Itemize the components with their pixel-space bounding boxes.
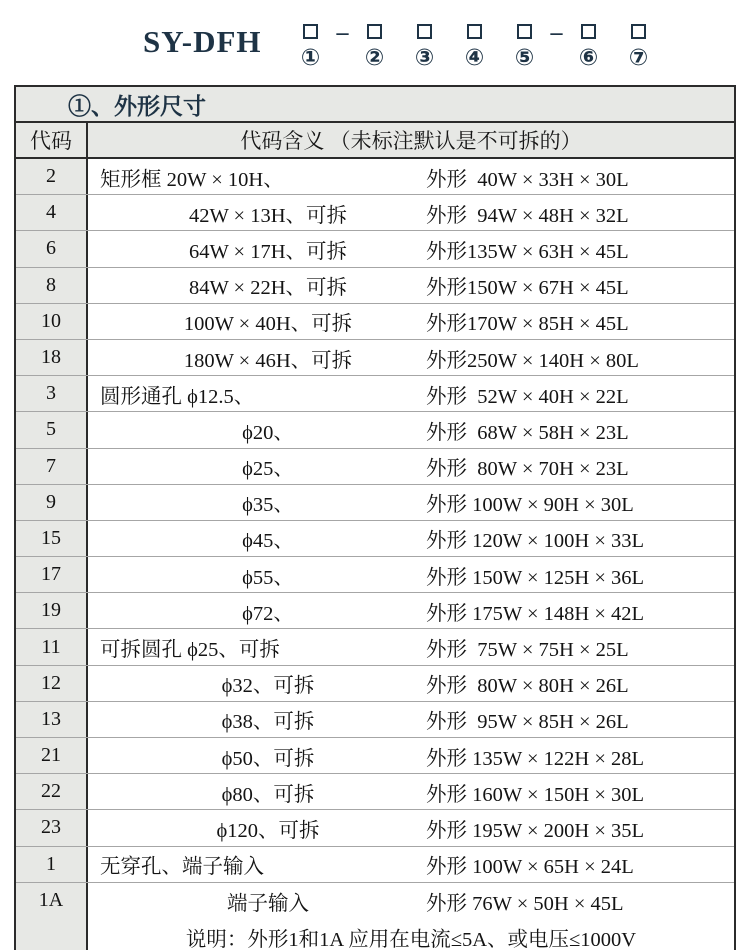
table-row (16, 593, 734, 629)
placeholder-box-icon (417, 24, 432, 39)
meaning-cell (88, 629, 734, 664)
column-header-code: 代码 (16, 123, 88, 157)
spec-text: ϕ50、可拆 (221, 747, 315, 770)
table-row (16, 304, 734, 340)
model-code-slot (296, 24, 326, 69)
meaning-cell (88, 304, 734, 339)
table-row (16, 666, 734, 702)
outline-dimensions: 外形 68W × 58H × 23L (426, 421, 629, 444)
code-cell: 21 (16, 738, 88, 773)
outline-dimensions: 外形 94W × 48H × 32L (426, 204, 629, 227)
meaning-cell (88, 485, 734, 520)
table-row (16, 231, 734, 267)
spec-text: 可拆圆孔 ϕ25、可拆 (100, 639, 280, 662)
code-cell: 18 (16, 340, 88, 375)
model-code-slot (360, 24, 390, 69)
dash-separator: – (336, 20, 349, 46)
spec-text: ϕ55、 (242, 566, 294, 589)
slot-number: ③ (414, 44, 435, 71)
code-cell (16, 919, 88, 950)
table-row (16, 847, 734, 883)
table-row (16, 521, 734, 557)
table-title: ①、外形尺寸 (16, 87, 734, 123)
table-header-row (16, 123, 734, 159)
outline-dimensions: 外形 100W × 90H × 30L (426, 494, 634, 517)
outline-dimensions: 外形 195W × 200H × 35L (426, 819, 645, 842)
outline-dimensions: 外形135W × 63H × 45L (426, 240, 629, 263)
slot-number: ⑥ (578, 44, 599, 71)
code-cell: 5 (16, 412, 88, 447)
outline-dimensions: 外形250W × 140H × 80L (426, 349, 639, 372)
meaning-cell (88, 593, 734, 628)
outline-dimensions: 外形 160W × 150H × 30L (426, 783, 645, 806)
meaning-cell (88, 774, 734, 809)
table-row (16, 340, 734, 376)
spec-text: 64W × 17H、可拆 (188, 240, 348, 263)
meaning-cell (88, 883, 734, 919)
spec-text: 180W × 46H、可拆 (183, 349, 353, 372)
placeholder-box-icon (367, 24, 382, 39)
code-cell: 9 (16, 485, 88, 520)
meaning-cell (88, 195, 734, 230)
meaning-cell (88, 340, 734, 375)
meaning-cell (88, 449, 734, 484)
model-code-slot (410, 24, 440, 69)
code-cell: 2 (16, 159, 88, 194)
outline-dimensions: 外形 120W × 100H × 33L (426, 530, 645, 553)
spec-text: 矩形框 20W × 10H、 (100, 168, 284, 191)
model-prefix: SY-DFH (143, 24, 262, 59)
slot-number: ⑤ (514, 44, 535, 71)
spec-text: 84W × 22H、可拆 (188, 277, 348, 300)
code-cell: 12 (16, 666, 88, 701)
code-cell: 19 (16, 593, 88, 628)
code-cell: 13 (16, 702, 88, 737)
outline-dimensions: 外形 175W × 148H × 42L (426, 602, 645, 625)
model-code-slot (624, 24, 654, 69)
table-row (16, 376, 734, 412)
spec-text: ϕ20、 (242, 421, 294, 444)
outline-dimensions: 外形 40W × 33H × 30L (426, 168, 629, 191)
code-cell: 7 (16, 449, 88, 484)
meaning-cell (88, 738, 734, 773)
code-cell: 10 (16, 304, 88, 339)
meaning-cell (88, 702, 734, 737)
placeholder-box-icon (303, 24, 318, 39)
spec-text: 无穿孔、端子输入 (100, 856, 264, 879)
meaning-cell (88, 376, 734, 411)
code-cell: 22 (16, 774, 88, 809)
model-code-slot (460, 24, 490, 69)
outline-dimensions: 外形 80W × 80H × 26L (426, 675, 629, 698)
table-row (16, 268, 734, 304)
table-row (16, 485, 734, 521)
spec-text: ϕ80、可拆 (221, 783, 315, 806)
code-cell: 1 (16, 847, 88, 882)
spec-text: ϕ25、 (242, 458, 294, 481)
spec-text: ϕ35、 (242, 494, 294, 517)
meaning-cell (88, 521, 734, 556)
outline-dimensions: 外形 52W × 40H × 22L (426, 385, 629, 408)
table-row (16, 774, 734, 810)
code-cell: 6 (16, 231, 88, 266)
table-body (16, 159, 734, 919)
code-cell: 3 (16, 376, 88, 411)
code-cell: 4 (16, 195, 88, 230)
code-cell: 8 (16, 268, 88, 303)
spec-text: 圆形通孔 ϕ12.5、 (100, 385, 255, 408)
code-cell: 23 (16, 810, 88, 845)
outline-dimensions: 外形 100W × 65H × 24L (426, 856, 634, 879)
table-row (16, 629, 734, 665)
meaning-cell (88, 666, 734, 701)
slot-number: ① (300, 44, 321, 71)
outline-dimensions: 外形 75W × 75H × 25L (426, 639, 629, 662)
code-cell: 15 (16, 521, 88, 556)
spec-text: ϕ38、可拆 (221, 711, 315, 734)
spec-text: 42W × 13H、可拆 (188, 204, 348, 227)
placeholder-box-icon (581, 24, 596, 39)
spec-table (14, 85, 736, 950)
spec-text: ϕ32、可拆 (221, 675, 315, 698)
table-row (16, 810, 734, 846)
column-header-meaning: 代码含义 （未标注默认是不可拆的） (240, 129, 582, 153)
table-row (16, 449, 734, 485)
placeholder-box-icon (467, 24, 482, 39)
slot-number: ⑦ (628, 44, 649, 71)
code-cell: 17 (16, 557, 88, 592)
table-row (16, 557, 734, 593)
meaning-cell (88, 847, 734, 882)
meaning-cell (88, 412, 734, 447)
meaning-cell (88, 231, 734, 266)
table-row (16, 412, 734, 448)
table-row (16, 738, 734, 774)
spec-text: ϕ45、 (242, 530, 294, 553)
table-row (16, 195, 734, 231)
table-row (16, 883, 734, 919)
slot-number: ④ (464, 44, 485, 71)
dash-separator: – (550, 20, 563, 46)
code-cell: 11 (16, 629, 88, 664)
spec-text: ϕ120、可拆 (216, 819, 320, 842)
table-row (16, 702, 734, 738)
spec-text: ϕ72、 (242, 602, 294, 625)
note-row (16, 919, 734, 950)
outline-dimensions: 外形170W × 85H × 45L (426, 313, 629, 336)
meaning-cell (88, 810, 734, 845)
note-text: 说明：外形1和1A 应用在电流≤5A、或电压≤1000V (88, 919, 734, 950)
outline-dimensions: 外形 80W × 70H × 23L (426, 458, 629, 481)
outline-dimensions: 外形 95W × 85H × 26L (426, 711, 629, 734)
outline-dimensions: 外形150W × 67H × 45L (426, 277, 629, 300)
meaning-cell (88, 268, 734, 303)
spec-text: 端子输入 (227, 892, 309, 915)
meaning-cell (88, 557, 734, 592)
outline-dimensions: 外形 76W × 50H × 45L (426, 892, 624, 915)
slot-number: ② (364, 44, 385, 71)
model-code-slot (510, 24, 540, 69)
placeholder-box-icon (631, 24, 646, 39)
meaning-cell (88, 159, 734, 194)
code-cell: 1A (16, 883, 88, 919)
model-code-slots (286, 20, 664, 71)
table-row (16, 159, 734, 195)
model-code-diagram (0, 0, 750, 69)
outline-dimensions: 外形 135W × 122H × 28L (426, 747, 645, 770)
outline-dimensions: 外形 150W × 125H × 36L (426, 566, 645, 589)
model-code-slot (574, 24, 604, 69)
placeholder-box-icon (517, 24, 532, 39)
spec-text: 100W × 40H、可拆 (183, 313, 353, 336)
